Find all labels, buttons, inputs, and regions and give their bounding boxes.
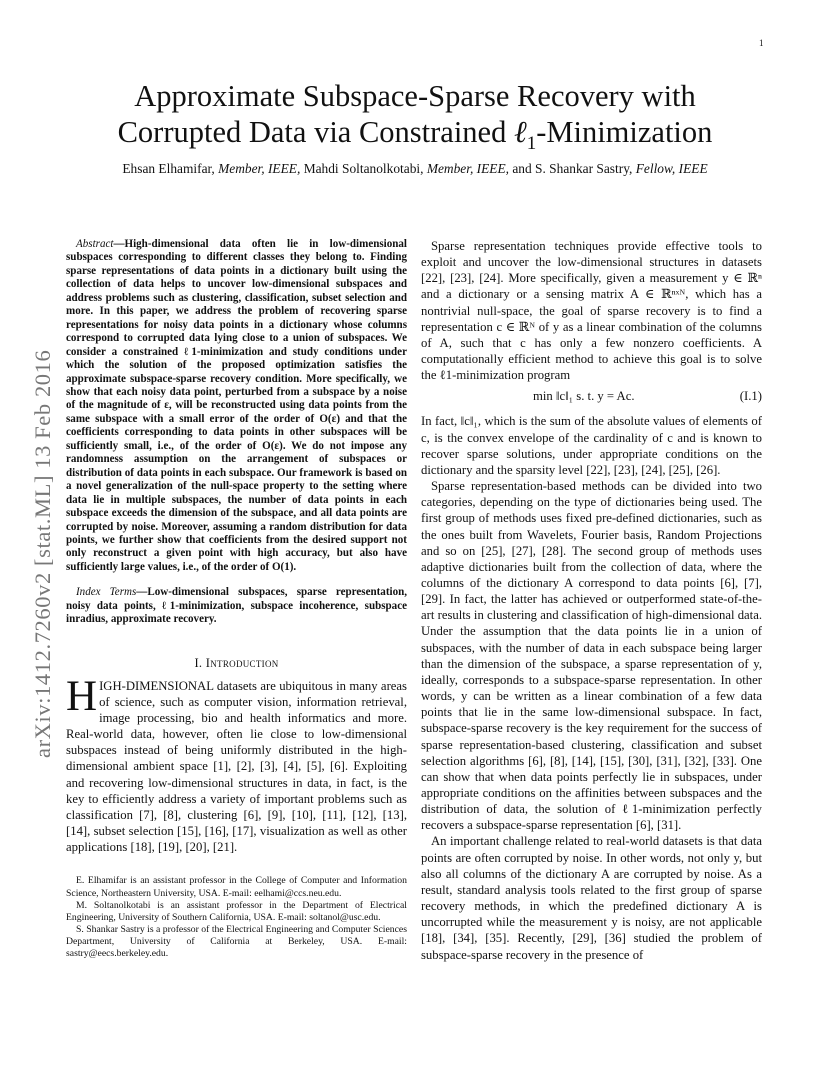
introduction	[66, 672, 407, 856]
left-column	[66, 238, 407, 960]
footnote-1: E. Elhamifar is an assistant professor in the College of Computer and Information Science, Northeastern University, USA. E-mail: eelhami@ccs.neu.edu.	[66, 875, 407, 899]
author-1-role: Member, IEEE,	[218, 161, 301, 176]
abstract-text: —High-dimensional data often lie in low-dimensional subspaces corresponding to different classes they belong to. Finding sparse representations of data points in a dictionary built using the collection of data helps to uncover low-dimensional subspaces and address problems such as clustering, classification, subset selection and more. In this paper, we address the problem of recovering sparse representations for noisy data points in a dictionary whose columns correspond to corrupted data lying close to a union of subspaces. We consider a constrained ℓ1-minimization and study conditions under which the solution of the proposed optimization satisfies the approximate subspace-sparse recovery condition. More specifically, we show that each noisy data point, perturbed from a subspace by a noise of the magnitude of ε, will be reconstructed using data points from the same subspace with a small error of the order of O(ε) and that the coefficients corresponding to data points in other subspaces will be sufficiently small, i.e., of the order of O(ε). We do not impose any randomness assumption on the arrangement of subspaces or distribution of data points in each subspace. Our framework is based on a novel generalization of the null-space property to the setting where data lie in multiple subspaces, the number of data points in each subspace exceeds the dimension of the subspace, and all data points are corrupted by noise. Moreover, assuming a random distribution for data points, we further show that coefficients from the desired support not only reconstruct a given point with high accuracy, but also have sufficiently large values, i.e., of the order of O(1).	[66, 238, 407, 573]
paragraph-3: Sparse representation-based methods can be divided into two categories, depending on the type of dictionaries being used. The first group of methods uses fixed pre-defined dictionaries, such as the ones built from Wavelets, Fourier basis, Random Projections and so on [25], [27], [28]. The second group of methods uses adaptive dictionaries built from the collection of data, where the columns of the dictionary A correspond to data points [6], [7], [29]. In fact, the latter has achieved or outperformed state-of-the-art results in clustering and classification of high-dimensional data. Under the assumption that the data points lie in a union of subspaces, with the number of data in each subspace being larger than the dimension of the subspace, a sparse representation of y, ideally, corresponds to a subspace-sparse representation. In other words, y can be written as a linear combination of a few data points that lie in the same low-dimensional subspace. In fact, subspace-sparse recovery is the key requirement for the success of sparse representation-based clustering, classification and subset selection algorithms [6], [8], [14], [15], [30], [31], [32], [33]. One can show that when data points perfectly lie in subspaces, under appropriate conditions on the affinities between subspaces and the distribution of data, the solution of ℓ1-minimization perfectly recovers a subspace-sparse representation [6], [31].	[421, 479, 762, 833]
drop-cap: H	[66, 672, 98, 720]
author-footnotes	[66, 875, 407, 960]
author-1: Ehsan Elhamifar,	[122, 161, 215, 176]
author-2: Mahdi Soltanolkotabi,	[303, 161, 424, 176]
arxiv-stamp	[30, 288, 55, 758]
author-3-role: Fellow, IEEE	[635, 161, 708, 176]
index-terms-label: Index Terms	[76, 586, 137, 599]
paragraph-1: Sparse representation techniques provide effective tools to exploit and uncover the low-dimensional structures in datasets [22], [23], [24]. More specifically, given a measurement y ∈ ℝⁿ and a dictionary or a sensing matrix A ∈ ℝⁿˣᴺ, which has a nontrivial null-space, the goal of sparse recovery is to find a representation c ∈ ℝᴺ of y as a linear combination of the columns of A, such that c has only a few nonzero coefficients. A computationally efficient method to achieve this goal is to solve the ℓ1-minimization program	[421, 239, 762, 383]
index-terms	[66, 586, 407, 626]
arxiv-id: arXiv:1412.7260v2 [stat.ML] 13 Feb 2016	[30, 349, 55, 758]
page-number: 1	[759, 38, 764, 48]
equation-block	[421, 385, 762, 411]
abstract	[66, 238, 407, 574]
equation-number: (I.1)	[739, 389, 762, 404]
paper-title	[70, 78, 760, 162]
paragraph-2: In fact, ‖c‖₁, which is the sum of the absolute values of elements of c, is the convex envelope of the cardinality of c and is known to recover sparse solutions, under appropriate conditions on the dictionary and the sparsity level [22], [23], [24], [25], [26].	[421, 414, 762, 477]
author-2-role: Member, IEEE,	[426, 161, 509, 176]
index-terms-text: —Low-dimensional subspaces, sparse representation, noisy data points, ℓ1-minimization, subspace incoherence, subspace inradius, approximate recovery.	[66, 586, 408, 626]
intro-paragraph: HIGH-DIMENSIONAL datasets are ubiquitous in many areas of science, such as computer vision, information retrieval, image processing, bio and health informatics and more. Real-world data, however, often lie close to low-dimensional subspaces instead of being uniformly distributed in the high-dimensional ambient space [1], [2], [3], [4], [5], [6]. Exploiting and recovering low-dimensional structures in data, in fact, is the key to efficiently address a variety of important problems such as classification [7], [8], clustering [6], [9], [10], [11], [12], [13], [14], subset selection [15], [16], [17], visualization as well as other applications [18], [19], [20], [21].	[66, 672, 407, 855]
right-column	[421, 238, 762, 963]
title-line-1: Approximate Subspace-Sparse Recovery with	[134, 79, 696, 113]
title-line-2: Corrupted Data via Constrained ℓ$_1$-Minimization	[117, 115, 713, 155]
author-list	[40, 161, 790, 177]
footnote-2: M. Soltanolkotabi is an assistant professor in the Department of Electrical Engineering, University of Southern California, USA. E-mail: soltanol@usc.edu.	[66, 899, 407, 923]
footnote-3: S. Shankar Sastry is a professor of the Electrical Engineering and Computer Sciences Department, University of California at Berkeley, USA. E-mail: sastry@eecs.berkeley.edu.	[66, 923, 407, 959]
section-heading: I. Introduction	[194, 655, 279, 670]
abstract-label: Abstract	[76, 238, 114, 250]
equation: min ‖c‖₁ s. t. y = Ac.	[533, 389, 635, 404]
paragraph-4: An important challenge related to real-world datasets is that data points are often corrupted by noise. In other words, not only y, but also all columns of the dictionary A are corrupted by noise. As a result, standard analysis tools related to the first group of sparse recovery methods, in which the predefined dictionary A is uncorrupted while the measurement y is noisy, are not applicable [18], [34], [35]. Recently, [29], [36] studied the problem of subspace-sparse recovery in the presence of	[421, 834, 762, 962]
author-3: and S. Shankar Sastry,	[512, 161, 633, 176]
